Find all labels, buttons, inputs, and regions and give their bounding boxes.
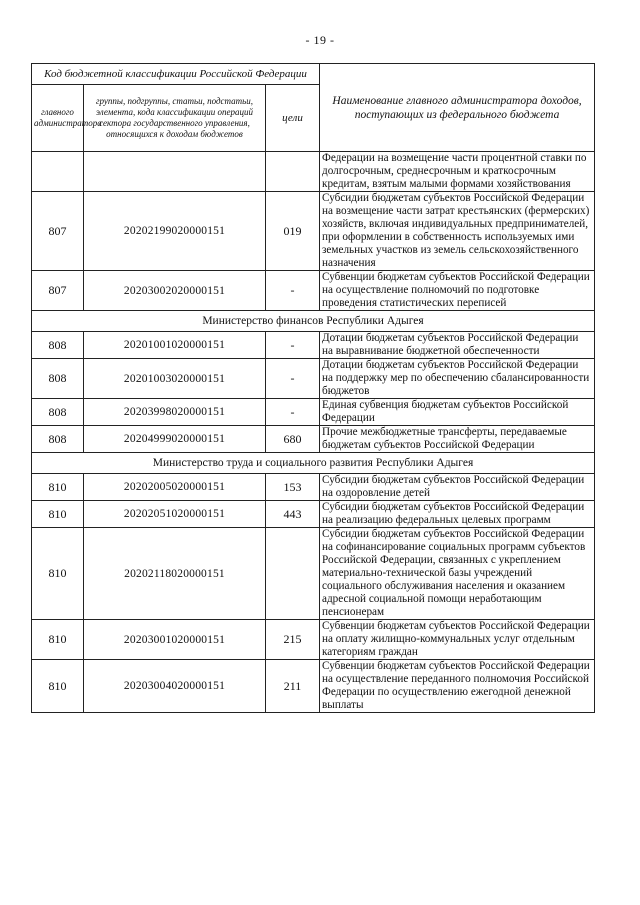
revenue-name-cell: Прочие межбюджетные трансферты, передаваемые бюджетам субъектов Российской Федерации xyxy=(320,426,595,453)
revenue-name-cell: Субвенции бюджетам субъектов Российской Федерации на осуществление полномочий по подготовке проведения статистических переписей xyxy=(320,271,595,311)
revenue-name-cell: Дотации бюджетам субъектов Российской Федерации на выравнивание бюджетной обеспеченности xyxy=(320,332,595,359)
table-row xyxy=(32,332,595,359)
goal-code-cell: - xyxy=(266,399,320,426)
goal-code-cell: 153 xyxy=(266,474,320,501)
table-row xyxy=(32,426,595,453)
classification-title: Код бюджетной классификации Российской Федерации xyxy=(32,64,320,85)
budget-code-cell: 20203002020000151 xyxy=(84,271,266,311)
goal-code-cell: 680 xyxy=(266,426,320,453)
table-row xyxy=(32,620,595,660)
goal-code-cell: 215 xyxy=(266,620,320,660)
revenue-name-cell: Федерации на возмещение части процентной ставки по долгосрочным, среднесрочным и краткосрочным кредитам, взятым малыми формами хозяйствования xyxy=(320,152,595,192)
budget-code-cell: 20203001020000151 xyxy=(84,620,266,660)
revenue-name-cell: Субсидии бюджетам субъектов Российской Федерации на оздоровление детей xyxy=(320,474,595,501)
budget-code-cell: 20202005020000151 xyxy=(84,474,266,501)
admin-code-cell: 807 xyxy=(32,271,84,311)
table-row xyxy=(32,474,595,501)
budget-code-cell: 20202118020000151 xyxy=(84,528,266,620)
column-header-admin: главного администратора xyxy=(32,85,84,152)
budget-code-cell: 20203998020000151 xyxy=(84,399,266,426)
admin-code-cell: 810 xyxy=(32,620,84,660)
budget-code-cell: 20204999020000151 xyxy=(84,426,266,453)
table-row xyxy=(32,528,595,620)
section-row xyxy=(32,453,595,474)
table-row xyxy=(32,152,595,192)
table-body xyxy=(32,152,595,713)
section-title: Министерство финансов Республики Адыгея xyxy=(32,311,595,332)
budget-code-cell: 20201001020000151 xyxy=(84,332,266,359)
goal-code-cell: 211 xyxy=(266,660,320,713)
goal-code-cell xyxy=(266,152,320,192)
column-header-goal: цели xyxy=(266,85,320,152)
header-row-top xyxy=(32,64,595,85)
budget-code-cell: 20202051020000151 xyxy=(84,501,266,528)
table-row xyxy=(32,192,595,271)
goal-code-cell: - xyxy=(266,359,320,399)
budget-code-cell: 20203004020000151 xyxy=(84,660,266,713)
table-row xyxy=(32,501,595,528)
section-title: Министерство труда и социального развития Республики Адыгея xyxy=(32,453,595,474)
admin-code-cell: 808 xyxy=(32,426,84,453)
table-row xyxy=(32,271,595,311)
revenue-name-cell: Дотации бюджетам субъектов Российской Федерации на поддержку мер по обеспечению сбалансированности бюджетов xyxy=(320,359,595,399)
table-row xyxy=(32,399,595,426)
admin-code-cell xyxy=(32,152,84,192)
admin-code-cell: 808 xyxy=(32,332,84,359)
revenue-name-cell: Единая субвенция бюджетам субъектов Российской Федерации xyxy=(320,399,595,426)
column-header-name: Наименование главного администратора доходов, поступающих из федерального бюджета xyxy=(320,64,595,152)
section-row xyxy=(32,311,595,332)
goal-code-cell: - xyxy=(266,332,320,359)
goal-code-cell xyxy=(266,528,320,620)
column-header-groups: группы, подгруппы, статьи, подстатьи, элемента, кода классификации операций сектора государственного управления, относящихся к доходам бюджетов xyxy=(84,85,266,152)
admin-code-cell: 810 xyxy=(32,501,84,528)
revenue-name-cell: Субсидии бюджетам субъектов Российской Федерации на возмещение части затрат крестьянских (фермерских) хозяйств, включая индивидуальных предпринимателей, при оформлении в собственность используемых ими земельных участков из земель сельскохозяйственного назначения xyxy=(320,192,595,271)
goal-code-cell: 443 xyxy=(266,501,320,528)
revenue-name-cell: Субвенции бюджетам субъектов Российской Федерации на оплату жилищно-коммунальных услуг отдельным категориям граждан xyxy=(320,620,595,660)
admin-code-cell: 808 xyxy=(32,399,84,426)
admin-code-cell: 808 xyxy=(32,359,84,399)
revenue-name-cell: Субвенции бюджетам субъектов Российской Федерации на осуществление переданного полномочия Российской Федерации по осуществлению ежегодной денежной выплаты xyxy=(320,660,595,713)
admin-code-cell: 810 xyxy=(32,474,84,501)
revenue-name-cell: Субсидии бюджетам субъектов Российской Федерации на софинансирование социальных программ субъектов Российской Федерации, связанных с укреплением материально-технической базы учреждений социального обслуживания населения и оказанием адресной социальной помощи неработающим пенсионерам xyxy=(320,528,595,620)
revenue-name-cell: Субсидии бюджетам субъектов Российской Федерации на реализацию федеральных целевых программ xyxy=(320,501,595,528)
budget-classification-table xyxy=(31,63,595,713)
admin-code-cell: 810 xyxy=(32,660,84,713)
admin-code-cell: 810 xyxy=(32,528,84,620)
goal-code-cell: - xyxy=(266,271,320,311)
admin-code-cell: 807 xyxy=(32,192,84,271)
page-number: - 19 - xyxy=(305,33,335,47)
budget-code-cell xyxy=(84,152,266,192)
budget-code-cell: 20202199020000151 xyxy=(84,192,266,271)
table-row xyxy=(32,660,595,713)
table-row xyxy=(32,359,595,399)
goal-code-cell: 019 xyxy=(266,192,320,271)
budget-code-cell: 20201003020000151 xyxy=(84,359,266,399)
